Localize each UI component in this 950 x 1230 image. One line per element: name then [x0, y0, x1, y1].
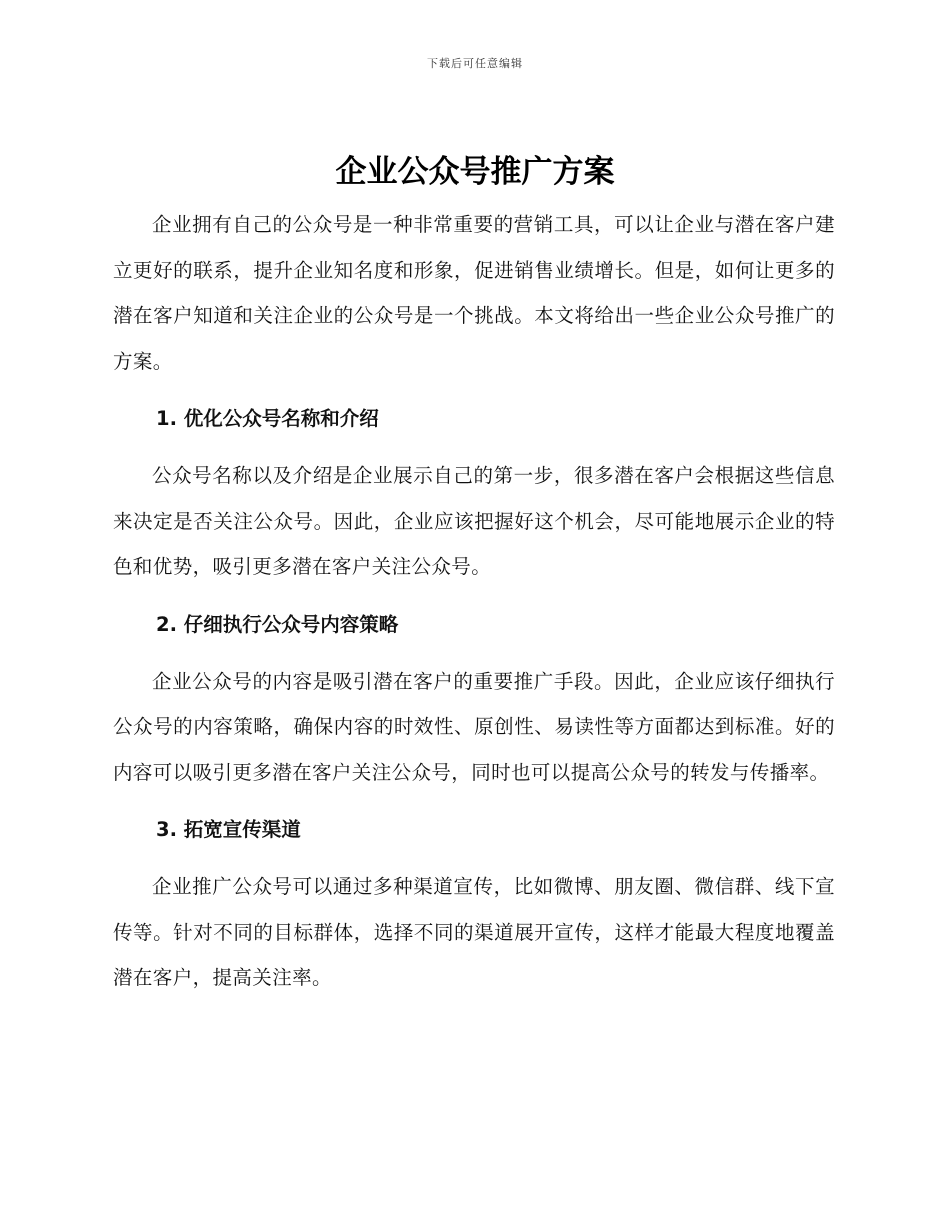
section-heading-3: 3. 拓宽宣传渠道	[156, 818, 301, 841]
page-header: 下载后可任意编辑	[427, 57, 523, 70]
section-body-2: 企业公众号的内容是吸引潜在客户的重要推广手段。因此，企业应该仔细执行公众号的内容策略，确保内容的时效性、原创性、易读性等方面都达到标准。好的内容可以吸引更多潜在客户关注公众号，同时也可以提高公众号的转发与传播率。	[113, 669, 835, 784]
section-heading-1: 1. 优化公众号名称和介绍	[156, 407, 379, 430]
document-body	[113, 202, 835, 1001]
section-body-1: 公众号名称以及介绍是企业展示自己的第一步，很多潜在客户会根据这些信息来决定是否关注公众号。因此，企业应该把握好这个机会，尽可能地展示企业的特色和优势，吸引更多潜在客户关注公众号。	[113, 464, 835, 578]
intro-paragraph: 企业拥有自己的公众号是一种非常重要的营销工具，可以让企业与潜在客户建立更好的联系，提升企业知名度和形象，促进销售业绩增长。但是，如何让更多的潜在客户知道和关注企业的公众号是一个挑战。本文将给出一些企业公众号推广的方案。	[113, 213, 835, 373]
document-title: 企业公众号推广方案	[335, 154, 615, 190]
section-body-3: 企业推广公众号可以通过多种渠道宣传，比如微博、朋友圈、微信群、线下宣传等。针对不同的目标群体，选择不同的渠道展开宣传，这样才能最大程度地覆盖潜在客户，提高关注率。	[113, 875, 835, 989]
section-heading-2: 2. 仔细执行公众号内容策略	[156, 612, 399, 636]
